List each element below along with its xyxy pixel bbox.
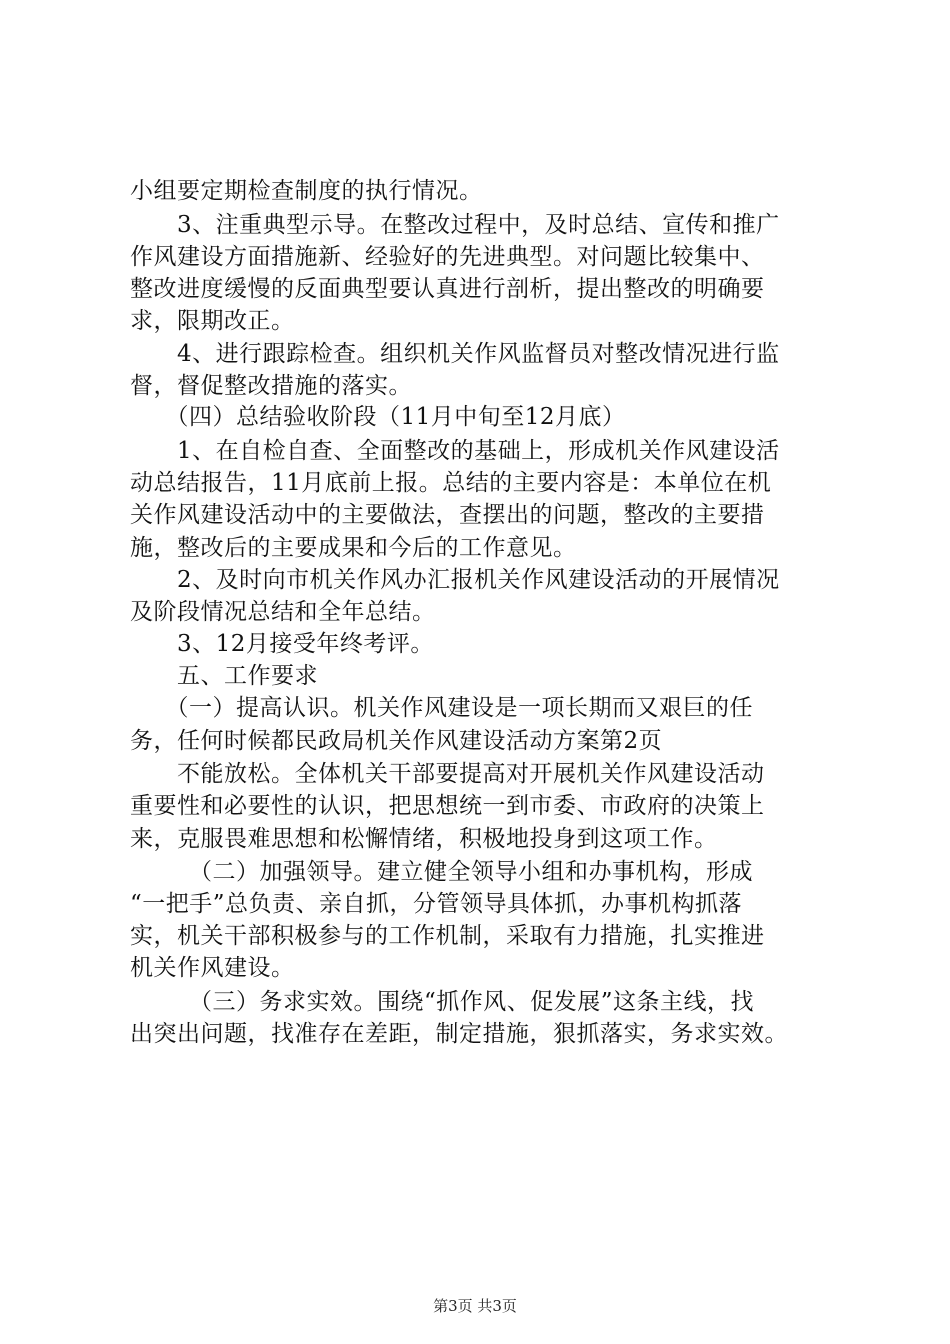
page-footer: 第3页 共3页 — [433, 1297, 517, 1315]
text-line: 关作风建设活动中的主要做法，查摆出的问题，整改的主要措 — [130, 502, 765, 528]
text-line: （三）务求实效。围绕“抓作风、促发展”这条主线，找 — [130, 989, 755, 1015]
text-line: 2、及时向市机关作风办汇报机关作风建设活动的开展情况 — [130, 567, 780, 593]
text-line: 整改进度缓慢的反面典型要认真进行剖析，提出整改的明确要 — [130, 276, 765, 302]
text-line: 动总结报告，11月底前上报。总结的主要内容是：本单位在机 — [130, 470, 772, 496]
text-line: 及阶段情况总结和全年总结。 — [130, 599, 436, 625]
section-heading: （四）总结验收阶段（11月中旬至12月底） — [130, 404, 626, 430]
text-line: 机关作风建设。 — [130, 955, 295, 981]
text-line: 1、在自检自查、全面整改的基础上，形成机关作风建设活 — [130, 438, 780, 464]
text-line: 4、进行跟踪检查。组织机关作风监督员对整改情况进行监 — [130, 341, 780, 367]
text-line: 务，任何时候都民政局机关作风建设活动方案第2页 — [130, 728, 663, 754]
text-line: 来，克服畏难思想和松懈情绪，积极地投身到这项工作。 — [130, 826, 718, 852]
text-line: 重要性和必要性的认识，把思想统一到市委、市政府的决策上 — [130, 793, 765, 819]
text-line: （二）加强领导。建立健全领导小组和办事机构，形成 — [130, 859, 753, 885]
text-line: 督，督促整改措施的落实。 — [130, 373, 412, 399]
text-line: 作风建设方面措施新、经验好的先进典型。对问题比较集中、 — [130, 244, 765, 270]
text-line: 施，整改后的主要成果和今后的工作意见。 — [130, 535, 577, 561]
text-line: 出突出问题，找准存在差距，制定措施，狠抓落实，务求实效。 — [130, 1021, 788, 1047]
text-line: 求，限期改正。 — [130, 308, 295, 334]
text-line: 3、注重典型示导。在整改过程中，及时总结、宣传和推广 — [130, 212, 780, 238]
text-line: 小组要定期检查制度的执行情况。 — [130, 178, 483, 204]
text-line: 不能放松。全体机关干部要提高对开展机关作风建设活动 — [130, 761, 765, 787]
text-line: 实，机关干部积极参与的工作机制，采取有力措施，扎实推进 — [130, 923, 765, 949]
section-heading: 五、工作要求 — [130, 663, 318, 689]
text-line: （一）提高认识。机关作风建设是一项长期而又艰巨的任 — [130, 695, 753, 721]
text-line: 3、12月接受年终考评。 — [130, 631, 434, 657]
text-line: “一把手”总负责、亲自抓，分管领导具体抓，办事机构抓落 — [130, 891, 743, 917]
